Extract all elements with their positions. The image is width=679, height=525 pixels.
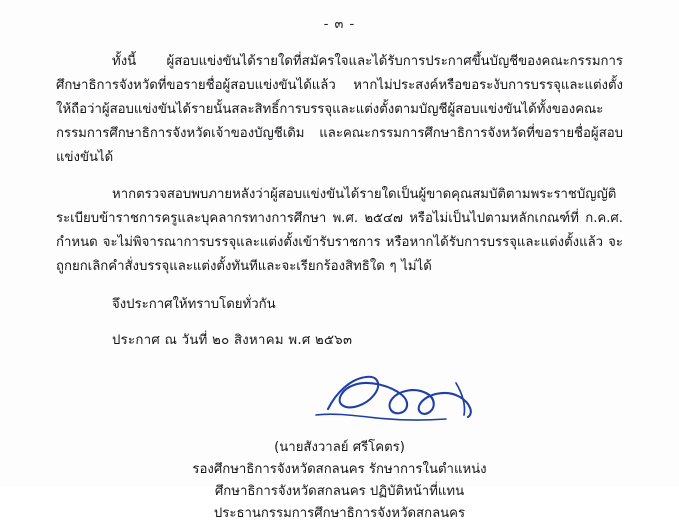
paragraph-1: ทั้งนี้ ผู้สอบแข่งขันได้รายใดที่สมัครใจและได้รับการประกาศขึ้นบัญชีของคณะกรรมการศึกษาธิการจังหวัดที่ขอรายชื่อผู้สอบแข่งขันได้แล้ว หากไม่ประสงค์หรือขอระงับการบรรจุและแต่งตั้ง ให้ถือว่าผู้สอบแข่งขันได้รายนั้นสละสิทธิ์การบรรจุและแต่งตั้งตามบัญชีผู้สอบแข่งขันได้ทั้งของคณะกรรมการศึกษาธิการจังหวัดเจ้าของบัญชีเดิม และคณะกรรมการศึกษาธิการจังหวัดที่ขอรายชื่อผู้สอบแข่งขันได้ <box>56 54 623 165</box>
page-number: - ๓ - <box>323 17 356 32</box>
signer-name: (นายสังวาลย์ ศรีโคตร) <box>274 440 405 455</box>
date-line: ประกาศ ณ วันที่ ๒๐ สิงหาคม พ.ศ ๒๕๖๓ <box>112 333 353 348</box>
signature-area <box>56 359 623 437</box>
signer-title-line-2: ศึกษาธิการจังหวัดสกลนคร ปฏิบัติหน้าที่แทน <box>214 484 465 499</box>
paragraph-2: หากตรวจสอบพบภายหลังว่าผู้สอบแข่งขันได้รายใดเป็นผู้ขาดคุณสมบัติตามพระราชบัญญัติระเบียบข้าราชการครูและบุคลากรทางการศึกษา พ.ศ. ๒๕๔๗ หรือไม่เป็นไปตามหลักเกณฑ์ที่ ก.ค.ศ. กำหนด จะไม่พิจารณาการบรรจุและแต่งตั้งเข้ารับราชการ หรือหากได้รับการบรรจุและแต่งตั้งแล้ว จะถูกยกเลิกคำสั่งบรรจุและแต่งตั้งทันทีและจะเรียกร้องสิทธิใด ๆ ไม่ได้ <box>56 187 623 274</box>
signer-block <box>56 437 623 525</box>
document-body <box>56 50 623 279</box>
signer-title-line-3: ประธานกรรมการศึกษาธิการจังหวัดสกลนคร <box>213 506 466 521</box>
closing-statement: จึงประกาศให้ทราบโดยทั่วกัน <box>112 297 276 312</box>
signer-title-line-1: รองศึกษาธิการจังหวัดสกลนคร รักษาการในตำแหน่ง <box>192 462 487 477</box>
handwritten-signature-icon <box>306 363 506 433</box>
